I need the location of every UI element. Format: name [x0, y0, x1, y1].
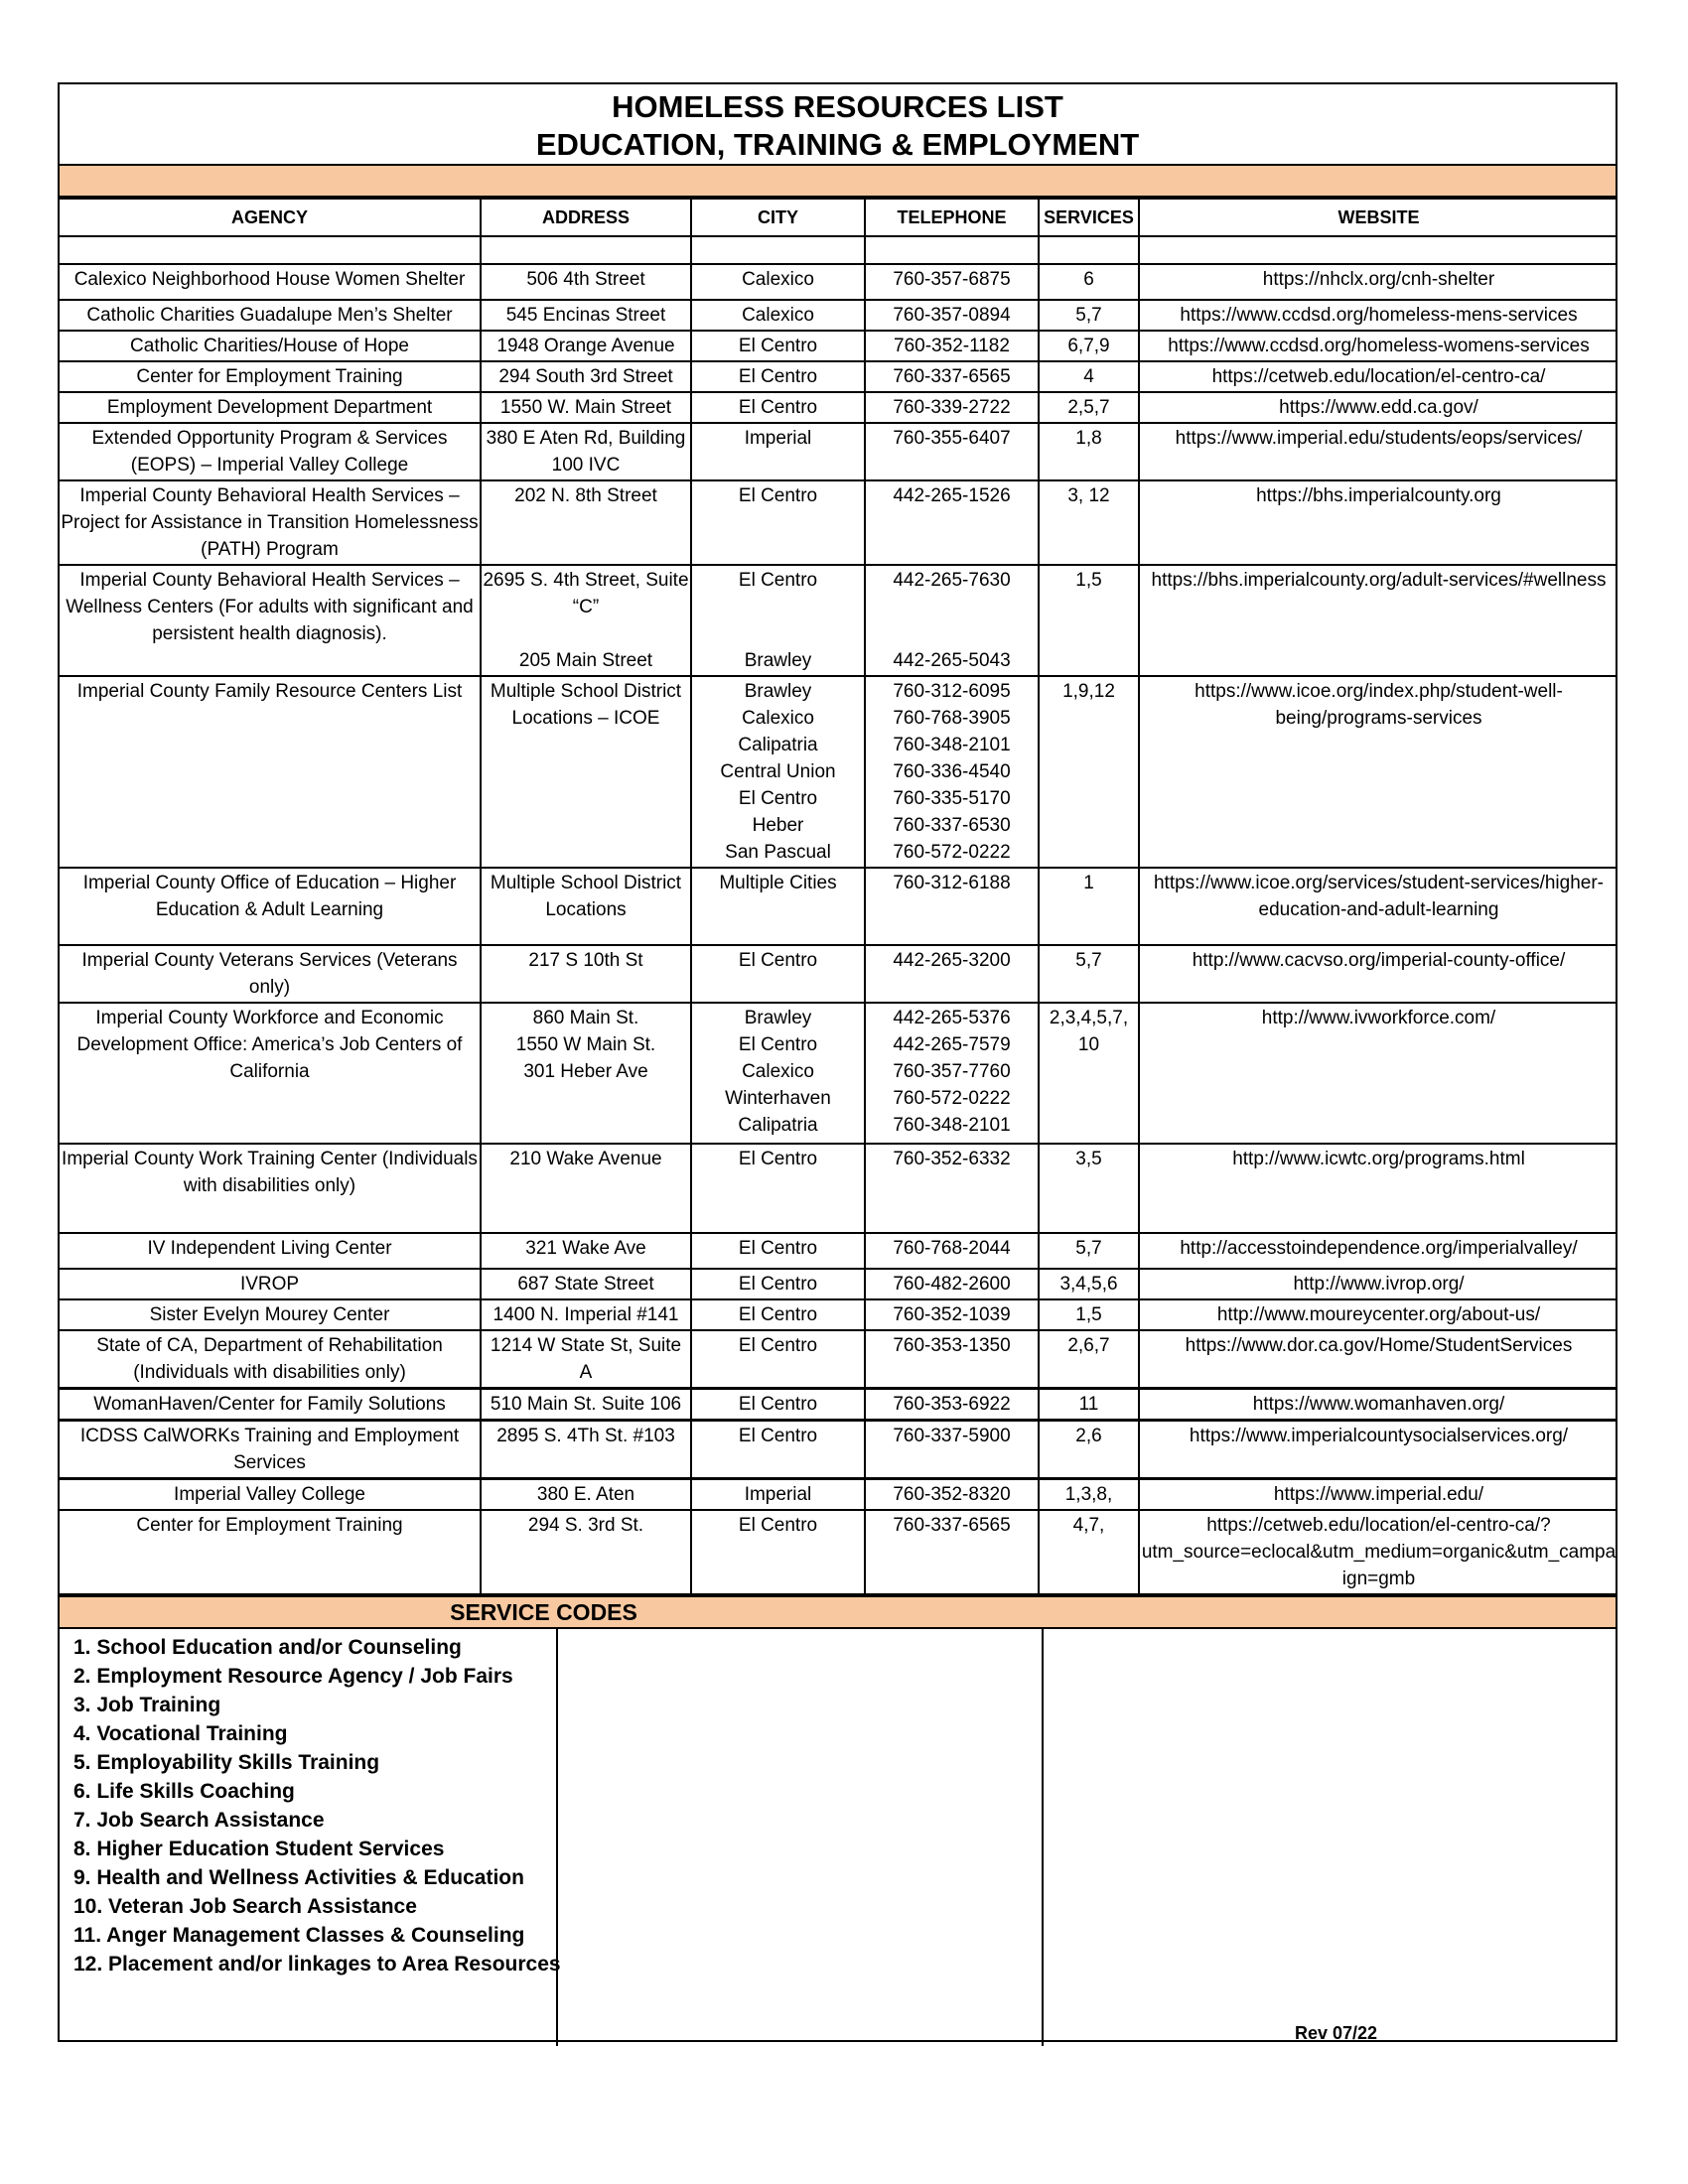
cell-city: Imperial — [691, 1479, 865, 1511]
cell-agency: IVROP — [60, 1269, 481, 1299]
cell-agency: Imperial County Workforce and Economic Development Office: America’s Job Centers of California — [60, 1003, 481, 1144]
service-code-item: 3. Job Training — [73, 1694, 221, 1716]
cell-telephone: 760-337-5900 — [865, 1421, 1039, 1479]
cell-agency: Calexico Neighborhood House Women Shelter — [60, 264, 481, 300]
cell-telephone: 760-352-1039 — [865, 1299, 1039, 1330]
cell-agency: Imperial County Behavioral Health Services – Project for Assistance in Transition Homelessness (PATH) Program — [60, 480, 481, 565]
cell-telephone: 760-768-2044 — [865, 1233, 1039, 1269]
cell-website[interactable]: http://www.ivrop.org/ — [1139, 1269, 1618, 1299]
cell-services: 1,5 — [1039, 565, 1139, 676]
table-row — [60, 392, 1618, 423]
cell-address: 510 Main St. Suite 106 — [481, 1389, 691, 1421]
cell-city: El Centro — [691, 1144, 865, 1233]
service-code-item: 2. Employment Resource Agency / Job Fairs — [73, 1665, 513, 1688]
cell-address: 860 Main St. 1550 W Main St. 301 Heber Ave — [481, 1003, 691, 1144]
table-row — [60, 1299, 1618, 1330]
cell-address: 217 S 10th St — [481, 945, 691, 1003]
service-codes-header — [60, 1595, 1616, 1629]
cell-address: 210 Wake Avenue — [481, 1144, 691, 1233]
cell-services: 1,5 — [1039, 1299, 1139, 1330]
cell-website[interactable]: https://www.ccdsd.org/homeless-mens-services — [1139, 300, 1618, 331]
cell-address: 1400 N. Imperial #141 — [481, 1299, 691, 1330]
service-codes-list — [60, 1629, 561, 2046]
cell-city: El Centro — [691, 392, 865, 423]
table-row — [60, 1389, 1618, 1421]
cell-services: 6 — [1039, 264, 1139, 300]
cell-city: El Centro — [691, 1389, 865, 1421]
cell-services: 4,7, — [1039, 1510, 1139, 1594]
cell-telephone: 442-265-7630 442-265-5043 — [865, 565, 1039, 676]
cell-website[interactable]: https://www.dor.ca.gov/Home/StudentServices — [1139, 1330, 1618, 1389]
service-code-item: 11. Anger Management Classes & Counseling — [73, 1924, 525, 1947]
cell-telephone: 760-482-2600 — [865, 1269, 1039, 1299]
cell-website[interactable]: https://bhs.imperialcounty.org/adult-services/#wellness — [1139, 565, 1618, 676]
spacer-row — [60, 236, 1618, 264]
cell-agency: ICDSS CalWORKs Training and Employment Services — [60, 1421, 481, 1479]
cell-website[interactable]: https://www.icoe.org/index.php/student-well-being/programs-services — [1139, 676, 1618, 868]
col-header-services: SERVICES — [1039, 199, 1139, 236]
cell-city: El Centro — [691, 331, 865, 361]
col-header-city: CITY — [691, 199, 865, 236]
cell-city: El Centro — [691, 480, 865, 565]
service-code-item: 7. Job Search Assistance — [73, 1809, 325, 1832]
cell-agency: Catholic Charities/House of Hope — [60, 331, 481, 361]
table-row — [60, 1421, 1618, 1479]
header-band — [60, 166, 1616, 198]
cell-city: El Centro — [691, 361, 865, 392]
cell-website[interactable]: https://www.icoe.org/services/student-services/higher-education-and-adult-learning — [1139, 868, 1618, 945]
cell-website[interactable]: https://www.womanhaven.org/ — [1139, 1389, 1618, 1421]
table-header-row — [60, 199, 1618, 236]
cell-agency: Extended Opportunity Program & Services (EOPS) – Imperial Valley College — [60, 423, 481, 480]
cell-city: El Centro Brawley — [691, 565, 865, 676]
table-row — [60, 361, 1618, 392]
cell-website[interactable]: https://cetweb.edu/location/el-centro-ca/?utm_source=eclocal&utm_medium=organic&utm_campaign=gmb — [1139, 1510, 1618, 1594]
cell-services: 1,3,8, — [1039, 1479, 1139, 1511]
cell-address: 380 E Aten Rd, Building 100 IVC — [481, 423, 691, 480]
table-row — [60, 1479, 1618, 1511]
cell-website[interactable]: https://www.imperial.edu/ — [1139, 1479, 1618, 1511]
table-row — [60, 1003, 1618, 1144]
cell-telephone: 760-353-6922 — [865, 1389, 1039, 1421]
table-row — [60, 945, 1618, 1003]
cell-city: Brawley Calexico Calipatria Central Union El Centro Heber San Pascual — [691, 676, 865, 868]
cell-website[interactable]: https://bhs.imperialcounty.org — [1139, 480, 1618, 565]
cell-services: 3,4,5,6 — [1039, 1269, 1139, 1299]
cell-city: Calexico — [691, 300, 865, 331]
cell-city: El Centro — [691, 1269, 865, 1299]
service-codes-title: SERVICE CODES — [450, 1599, 637, 1625]
service-code-item: 6. Life Skills Coaching — [73, 1780, 295, 1803]
title-line-1: HOMELESS RESOURCES LIST — [612, 89, 1063, 124]
cell-city: Brawley El Centro Calexico Winterhaven Calipatria — [691, 1003, 865, 1144]
cell-agency: IV Independent Living Center — [60, 1233, 481, 1269]
title-block — [60, 84, 1616, 166]
cell-website[interactable]: https://cetweb.edu/location/el-centro-ca/ — [1139, 361, 1618, 392]
cell-agency: Imperial County Veterans Services (Veterans only) — [60, 945, 481, 1003]
cell-address: 294 South 3rd Street — [481, 361, 691, 392]
cell-address: 687 State Street — [481, 1269, 691, 1299]
cell-website[interactable]: https://www.imperialcountysocialservices.org/ — [1139, 1421, 1618, 1479]
cell-agency: Sister Evelyn Mourey Center — [60, 1299, 481, 1330]
cell-services: 11 — [1039, 1389, 1139, 1421]
cell-agency: WomanHaven/Center for Family Solutions — [60, 1389, 481, 1421]
service-code-item: 8. Higher Education Student Services — [73, 1838, 445, 1860]
table-row — [60, 264, 1618, 300]
cell-telephone: 760-352-1182 — [865, 331, 1039, 361]
service-code-item: 10. Veteran Job Search Assistance — [73, 1895, 417, 1918]
cell-city: Calexico — [691, 264, 865, 300]
cell-services: 5,7 — [1039, 945, 1139, 1003]
cell-telephone: 442-265-1526 — [865, 480, 1039, 565]
cell-agency: State of CA, Department of Rehabilitation (Individuals with disabilities only) — [60, 1330, 481, 1389]
cell-services: 2,6,7 — [1039, 1330, 1139, 1389]
resources-sheet — [58, 82, 1618, 2042]
cell-website[interactable]: http://accesstoindependence.org/imperialvalley/ — [1139, 1233, 1618, 1269]
cell-website[interactable]: http://www.ivworkforce.com/ — [1139, 1003, 1618, 1144]
table-row — [60, 1144, 1618, 1233]
cell-telephone: 760-352-8320 — [865, 1479, 1039, 1511]
cell-city: El Centro — [691, 945, 865, 1003]
cell-website[interactable]: https://nhclx.org/cnh-shelter — [1139, 264, 1618, 300]
table-row — [60, 868, 1618, 945]
cell-agency: Imperial County Family Resource Centers List — [60, 676, 481, 868]
cell-telephone: 760-339-2722 — [865, 392, 1039, 423]
cell-agency: Center for Employment Training — [60, 361, 481, 392]
service-code-item: 5. Employability Skills Training — [73, 1751, 380, 1774]
cell-city: Multiple Cities — [691, 868, 865, 945]
table-row — [60, 676, 1618, 868]
cell-telephone: 442-265-5376 442-265-7579 760-357-7760 760-572-0222 760-348-2101 — [865, 1003, 1039, 1144]
service-codes-revision-column — [1044, 1629, 1616, 2046]
cell-services: 2,6 — [1039, 1421, 1139, 1479]
cell-agency: Catholic Charities Guadalupe Men’s Shelter — [60, 300, 481, 331]
cell-services: 3,5 — [1039, 1144, 1139, 1233]
cell-address: 380 E. Aten — [481, 1479, 691, 1511]
col-header-telephone: TELEPHONE — [865, 199, 1039, 236]
cell-address: 2895 S. 4Th St. #103 — [481, 1421, 691, 1479]
cell-services: 4 — [1039, 361, 1139, 392]
cell-website[interactable]: https://www.edd.ca.gov/ — [1139, 392, 1618, 423]
service-codes-grid — [60, 1629, 1616, 2046]
table-row — [60, 1233, 1618, 1269]
cell-website[interactable]: https://www.imperial.edu/students/eops/services/ — [1139, 423, 1618, 480]
cell-website[interactable]: http://www.cacvso.org/imperial-county-office/ — [1139, 945, 1618, 1003]
cell-services: 1,9,12 — [1039, 676, 1139, 868]
cell-address: 506 4th Street — [481, 264, 691, 300]
cell-telephone: 760-357-0894 — [865, 300, 1039, 331]
cell-city: El Centro — [691, 1421, 865, 1479]
col-header-address: ADDRESS — [481, 199, 691, 236]
cell-address: Multiple School District Locations – ICOE — [481, 676, 691, 868]
cell-address: 1550 W. Main Street — [481, 392, 691, 423]
cell-agency: Imperial Valley College — [60, 1479, 481, 1511]
cell-address: 321 Wake Ave — [481, 1233, 691, 1269]
cell-city: El Centro — [691, 1330, 865, 1389]
table-row — [60, 480, 1618, 565]
cell-city: Imperial — [691, 423, 865, 480]
cell-services: 5,7 — [1039, 300, 1139, 331]
col-header-website: WEBSITE — [1139, 199, 1618, 236]
cell-address: 202 N. 8th Street — [481, 480, 691, 565]
table-row — [60, 300, 1618, 331]
table-row — [60, 1510, 1618, 1594]
table-row — [60, 331, 1618, 361]
table-row — [60, 565, 1618, 676]
cell-telephone: 760-337-6565 — [865, 361, 1039, 392]
cell-services: 5,7 — [1039, 1233, 1139, 1269]
resources-table — [60, 198, 1618, 1595]
cell-address: 294 S. 3rd St. — [481, 1510, 691, 1594]
cell-agency: Employment Development Department — [60, 392, 481, 423]
cell-address: 545 Encinas Street — [481, 300, 691, 331]
table-row — [60, 423, 1618, 480]
col-header-agency: AGENCY — [60, 199, 481, 236]
revision-label: Rev 07/22 — [1295, 2023, 1378, 2043]
service-code-item: 9. Health and Wellness Activities & Education — [73, 1866, 524, 1889]
cell-city: El Centro — [691, 1233, 865, 1269]
cell-agency: Imperial County Office of Education – Higher Education & Adult Learning — [60, 868, 481, 945]
title-line-2: EDUCATION, TRAINING & EMPLOYMENT — [535, 127, 1140, 162]
cell-agency: Imperial County Behavioral Health Services – Wellness Centers (For adults with significant and persistent health diagnosis). — [60, 565, 481, 676]
cell-services: 3, 12 — [1039, 480, 1139, 565]
cell-telephone: 760-353-1350 — [865, 1330, 1039, 1389]
cell-address: 1948 Orange Avenue — [481, 331, 691, 361]
cell-telephone: 760-352-6332 — [865, 1144, 1039, 1233]
cell-telephone: 760-312-6188 — [865, 868, 1039, 945]
cell-services: 1,8 — [1039, 423, 1139, 480]
cell-agency: Imperial County Work Training Center (Individuals with disabilities only) — [60, 1144, 481, 1233]
cell-services: 2,3,4,5,7, 10 — [1039, 1003, 1139, 1144]
table-row — [60, 1330, 1618, 1389]
cell-telephone: 760-355-6407 — [865, 423, 1039, 480]
cell-agency: Center for Employment Training — [60, 1510, 481, 1594]
service-code-item: 12. Placement and/or linkages to Area Resources — [73, 1953, 561, 1976]
cell-telephone: 760-337-6565 — [865, 1510, 1039, 1594]
cell-telephone: 760-312-6095 760-768-3905 760-348-2101 760-336-4540 760-335-5170 760-337-6530 760-572-0222 — [865, 676, 1039, 868]
service-codes-blank-column — [558, 1629, 1044, 2046]
cell-telephone: 442-265-3200 — [865, 945, 1039, 1003]
cell-city: El Centro — [691, 1299, 865, 1330]
table-body — [60, 236, 1618, 1594]
service-code-item: 1. School Education and/or Counseling — [73, 1636, 462, 1659]
cell-services: 6,7,9 — [1039, 331, 1139, 361]
cell-website[interactable]: http://www.icwtc.org/programs.html — [1139, 1144, 1618, 1233]
cell-address: 1214 W State St, Suite A — [481, 1330, 691, 1389]
cell-city: El Centro — [691, 1510, 865, 1594]
cell-services: 2,5,7 — [1039, 392, 1139, 423]
table-row — [60, 1269, 1618, 1299]
cell-website[interactable]: http://www.moureycenter.org/about-us/ — [1139, 1299, 1618, 1330]
cell-website[interactable]: https://www.ccdsd.org/homeless-womens-services — [1139, 331, 1618, 361]
service-code-item: 4. Vocational Training — [73, 1722, 288, 1745]
cell-address: 2695 S. 4th Street, Suite “C” 205 Main Street — [481, 565, 691, 676]
cell-services: 1 — [1039, 868, 1139, 945]
cell-telephone: 760-357-6875 — [865, 264, 1039, 300]
cell-address: Multiple School District Locations — [481, 868, 691, 945]
